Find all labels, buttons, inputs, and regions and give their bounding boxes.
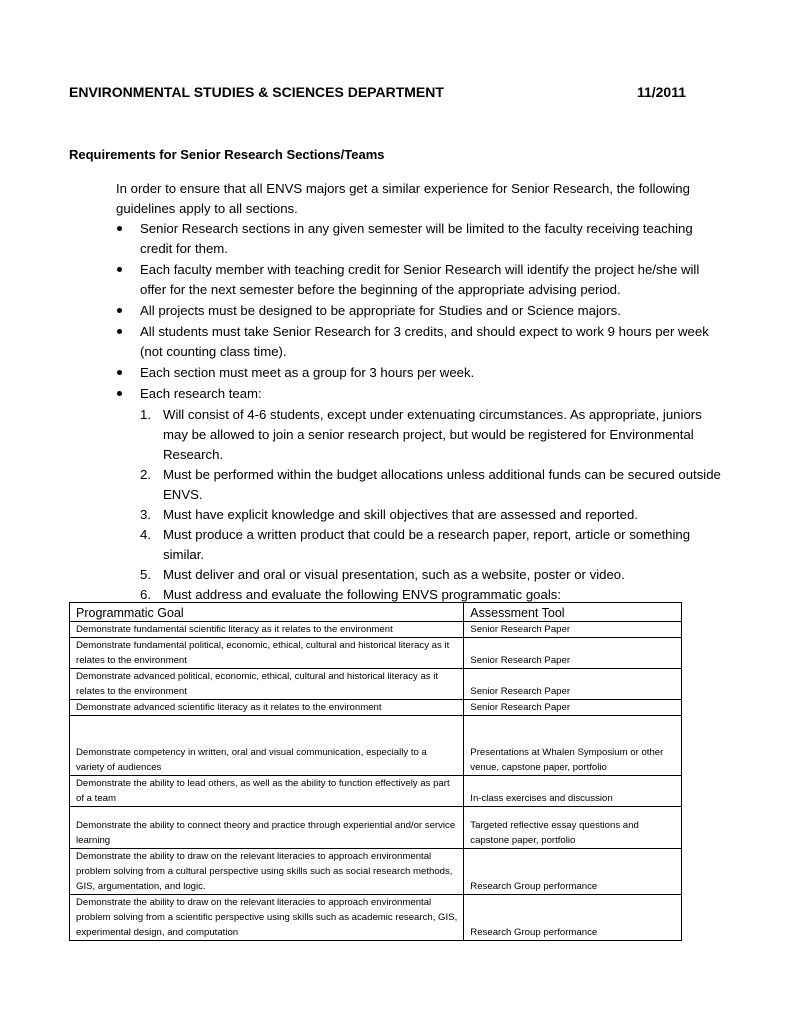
- bullet-text: Each section must meet as a group for 3 hours per week.: [140, 365, 475, 380]
- table-row: [70, 638, 682, 669]
- bullet-item: [116, 363, 726, 383]
- goal-cell: Demonstrate the ability to draw on the relevant literacies to approach environmental problem solving from a scientific perspective using skills such as academic research, GIS, experimental design, and computation: [70, 895, 464, 941]
- bullet-icon: [117, 308, 122, 313]
- numbered-item: [116, 565, 726, 585]
- bullet-icon: [117, 226, 122, 231]
- tool-cell: Research Group performance: [464, 849, 682, 895]
- numbered-item: [116, 525, 726, 565]
- item-text: Must deliver and oral or visual presentation, such as a website, poster or video.: [163, 567, 625, 582]
- table-header-row: [70, 603, 682, 622]
- intro-paragraph: In order to ensure that all ENVS majors get a similar experience for Senior Research, the following guidelines apply to all sections.: [116, 181, 690, 216]
- item-number: 3.: [140, 507, 151, 522]
- item-text: Must be performed within the budget allocations unless additional funds can be secured outside ENVS.: [163, 467, 721, 502]
- item-text: Must address and evaluate the following ENVS programmatic goals:: [163, 587, 562, 602]
- tool-cell: Senior Research Paper: [464, 669, 682, 700]
- tool-cell: Presentations at Whalen Symposium or other venue, capstone paper, portfolio: [464, 716, 682, 776]
- requirements-body: [116, 179, 726, 605]
- document-header: [69, 84, 686, 104]
- bullet-item: [116, 384, 726, 404]
- tool-cell: Research Group performance: [464, 895, 682, 941]
- goal-cell: Demonstrate the ability to lead others, as well as the ability to function effectively as part of a team: [70, 776, 464, 807]
- item-text: Must produce a written product that could be a research paper, report, article or something similar.: [163, 527, 691, 562]
- bullet-icon: [117, 329, 122, 334]
- tool-cell: Senior Research Paper: [464, 638, 682, 669]
- goal-cell: Demonstrate competency in written, oral and visual communication, especially to a variety of audiences: [70, 716, 464, 776]
- tool-cell: Senior Research Paper: [464, 700, 682, 716]
- column-header-tool: Assessment Tool: [464, 603, 682, 622]
- numbered-item: [116, 505, 726, 525]
- table-row: [70, 807, 682, 849]
- item-number: 1.: [140, 407, 151, 422]
- document-date: 11/2011: [636, 84, 686, 100]
- bullet-item: [116, 301, 726, 321]
- column-header-goal: Programmatic Goal: [70, 603, 464, 622]
- programmatic-goals-table: [69, 602, 682, 941]
- numbered-item: [116, 405, 726, 465]
- item-number: 2.: [140, 467, 151, 482]
- item-text: Must have explicit knowledge and skill objectives that are assessed and reported.: [163, 507, 639, 522]
- bullet-text: Senior Research sections in any given semester will be limited to the faculty receiving teaching credit for them.: [140, 221, 693, 256]
- goal-cell: Demonstrate fundamental scientific literacy as it relates to the environment: [70, 622, 464, 638]
- goal-cell: Demonstrate advanced scientific literacy as it relates to the environment: [70, 700, 464, 716]
- table-row: [70, 700, 682, 716]
- research-team-list: [116, 405, 726, 605]
- item-text: Will consist of 4-6 students, except under extenuating circumstances. As appropriate, juniors may be allowed to join a senior research project, but would be registered for Environmental Research.: [163, 407, 702, 462]
- item-number: 4.: [140, 527, 151, 542]
- bullet-item: [116, 260, 726, 300]
- department-name: ENVIRONMENTAL STUDIES & SCIENCES DEPARTMENT: [69, 84, 444, 100]
- goal-cell: Demonstrate fundamental political, economic, ethical, cultural and historical literacy as it relates to the environment: [70, 638, 464, 669]
- requirements-list: [116, 219, 726, 404]
- bullet-icon: [117, 391, 122, 396]
- tool-cell: In-class exercises and discussion: [464, 776, 682, 807]
- bullet-item: [116, 219, 726, 259]
- goal-cell: Demonstrate the ability to connect theory and practice through experiential and/or service learning: [70, 807, 464, 849]
- table-row: [70, 895, 682, 941]
- table-row: [70, 716, 682, 776]
- bullet-icon: [117, 370, 122, 375]
- tool-cell: Senior Research Paper: [464, 622, 682, 638]
- goal-cell: Demonstrate advanced political, economic, ethical, cultural and historical literacy as it relates to the environment: [70, 669, 464, 700]
- bullet-text: Each research team:: [140, 386, 262, 401]
- bullet-text: Each faculty member with teaching credit for Senior Research will identify the project he/she will offer for the next semester before the beginning of the appropriate advising period.: [140, 262, 700, 297]
- section-title: Requirements for Senior Research Sections/Teams: [69, 147, 385, 162]
- bullet-text: All students must take Senior Research for 3 credits, and should expect to work 9 hours per week (not counting class time).: [140, 324, 709, 359]
- bullet-item: [116, 322, 726, 362]
- table-row: [70, 622, 682, 638]
- table-row: [70, 669, 682, 700]
- numbered-item: [116, 465, 726, 505]
- table-row: [70, 849, 682, 895]
- tool-cell: Targeted reflective essay questions and capstone paper, portfolio: [464, 807, 682, 849]
- table-row: [70, 776, 682, 807]
- goal-cell: Demonstrate the ability to draw on the relevant literacies to approach environmental problem solving from a cultural perspective using skills such as social research methods, GIS, argumentation, and logic.: [70, 849, 464, 895]
- item-number: 5.: [140, 567, 151, 582]
- bullet-text: All projects must be designed to be appropriate for Studies and or Science majors.: [140, 303, 621, 318]
- item-number: 6.: [140, 587, 151, 602]
- bullet-icon: [117, 267, 122, 272]
